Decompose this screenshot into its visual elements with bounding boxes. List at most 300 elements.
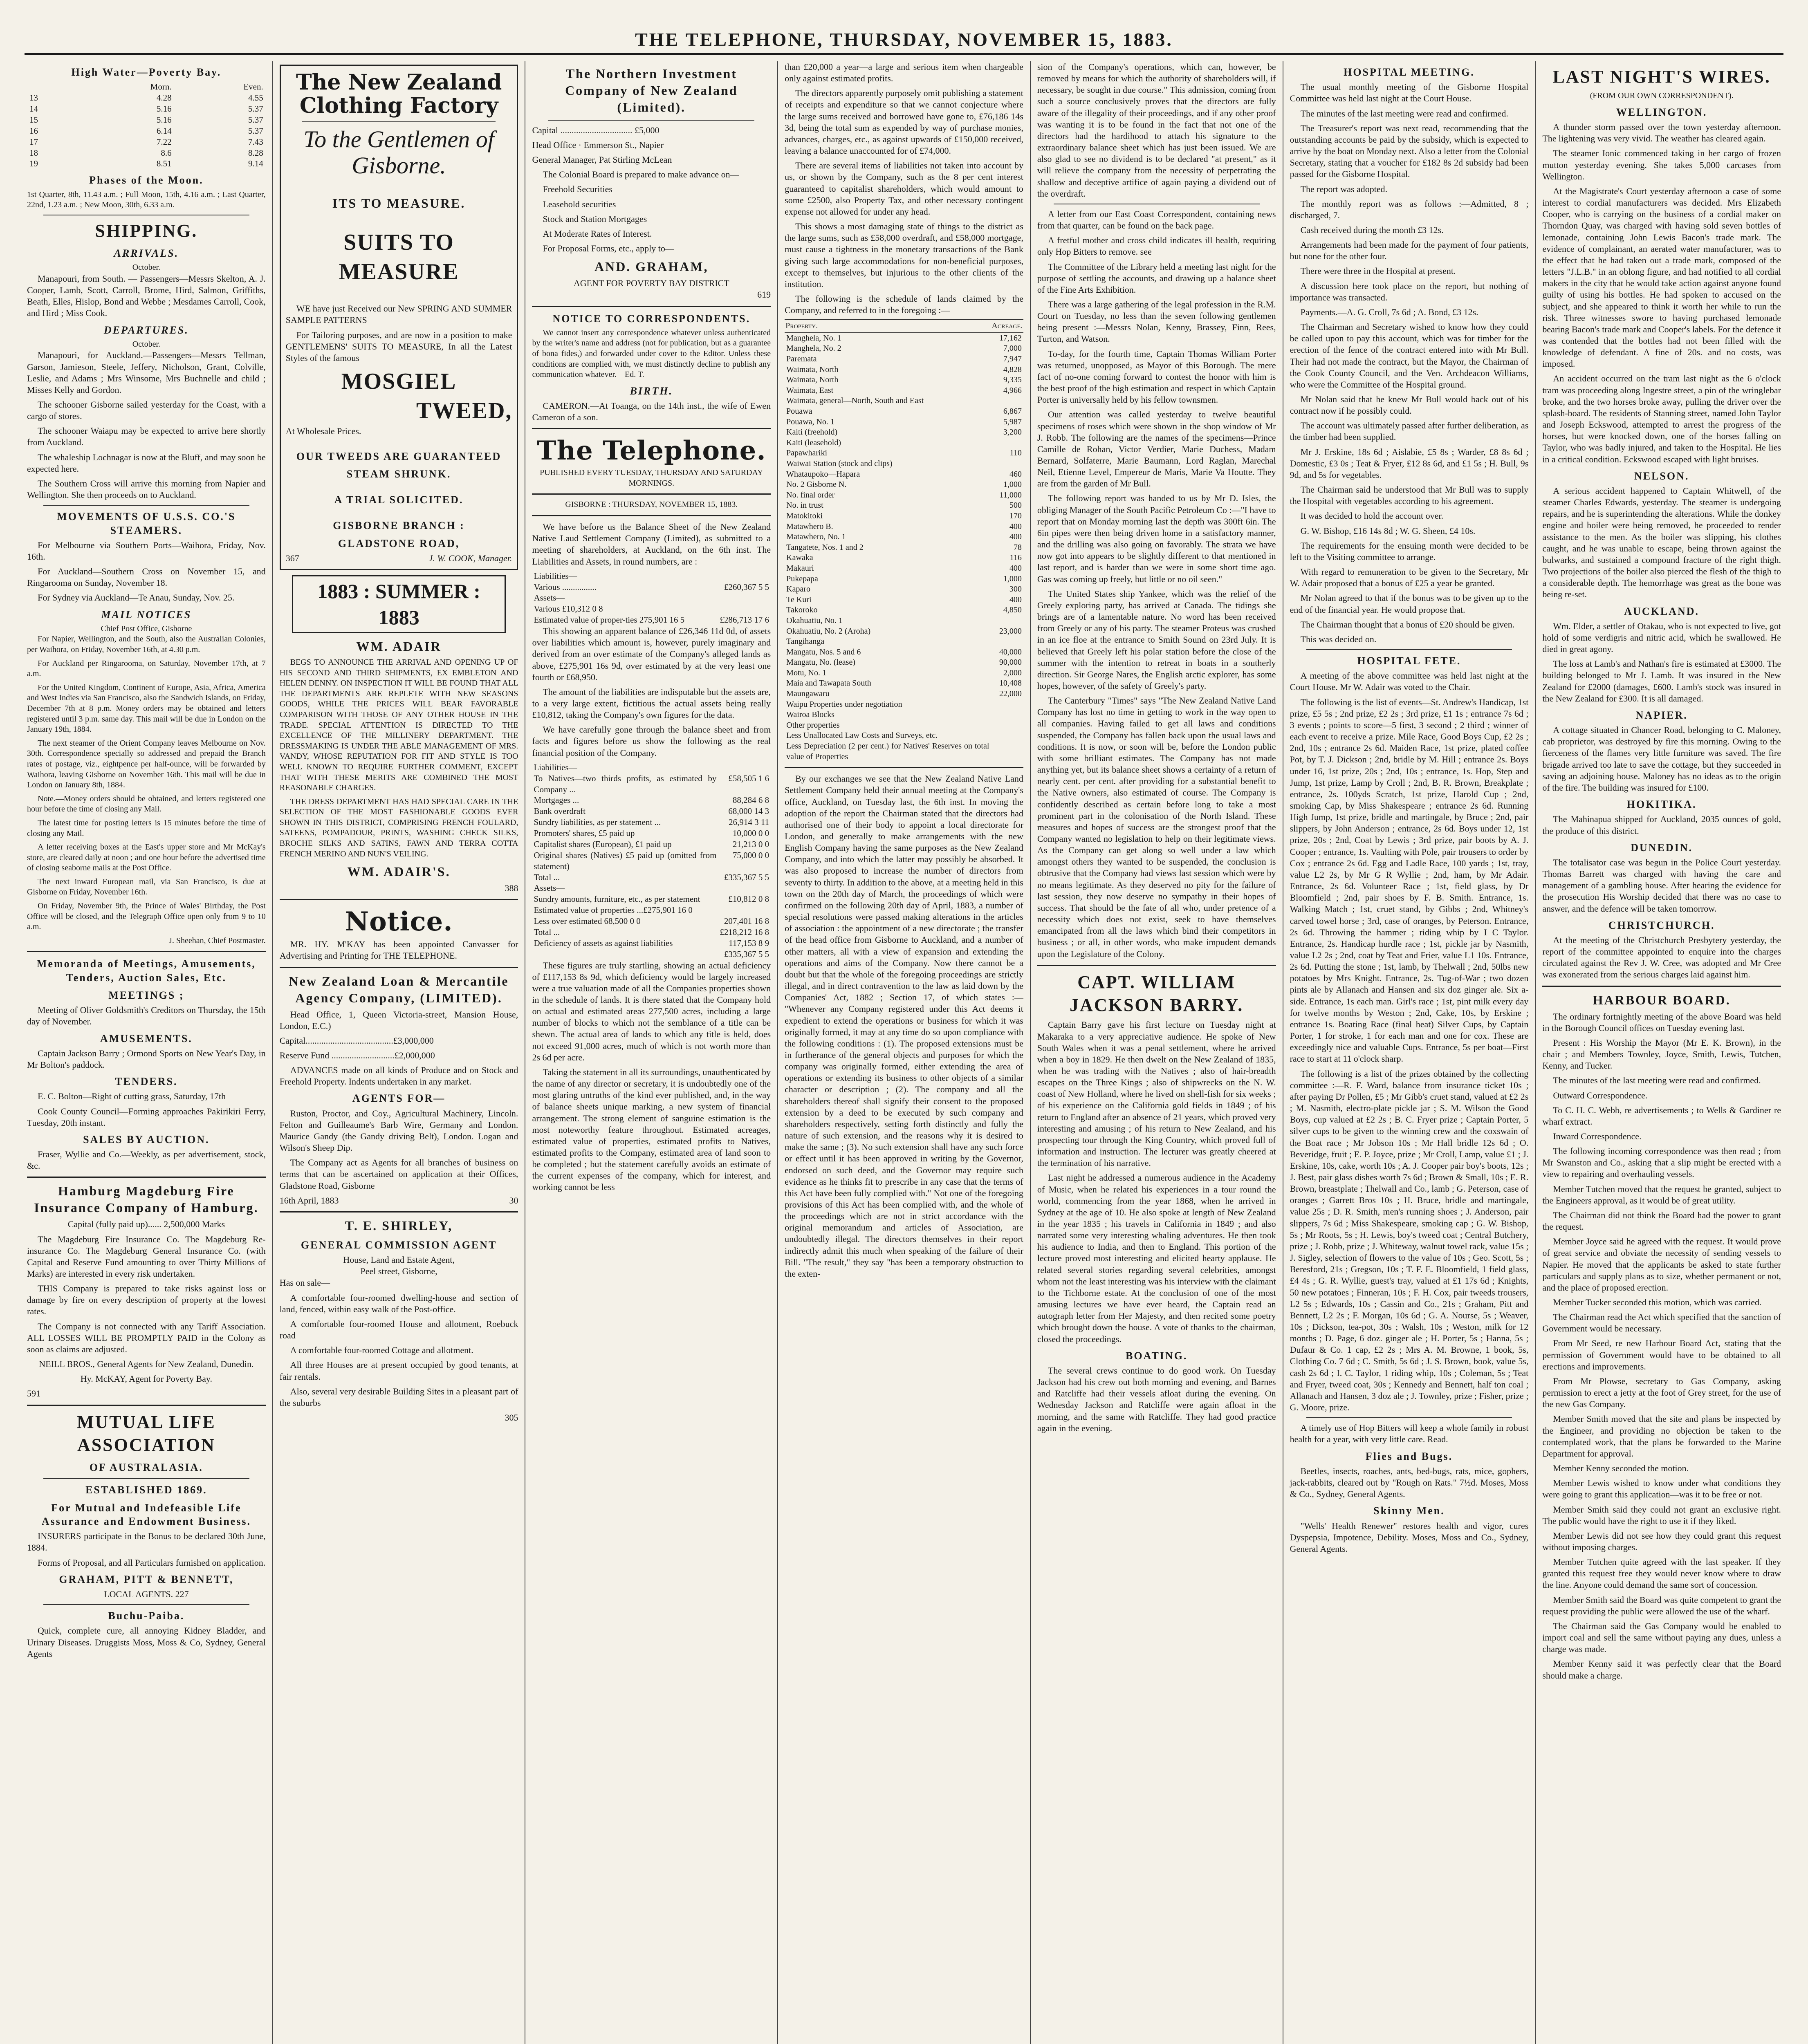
property-row — [785, 657, 1023, 668]
adair-text: BEGS TO ANNOUNCE THE ARRIVAL AND OPENING UP OF HIS SECOND AND THIRD SHIPMENTS, EX EMBLETON AND HELEN DENNY. ON INSPECTION IT WILL BE FOUND THAT ALL THE DEPARTMENTS ARE REPLETE WITH NEW SEASONS GOODS, WHILE THE PRICES WILL BEAR FAVORABLE COMPARISON WITH THOSE OF ANY OTHER HOUSE IN THE TRADE. SPECIAL ATTENTION IS DIRECTED TO THE EXCELLENCE OF THE MILLINERY DEPARTMENT. THE DRESSMAKING IS UNDER THE ABLE MANAGEMENT OF MRS. VANDY, WHOSE REPUTATION FOR FIT AND STYLE IS TOO WELL KNOWN TO REQUIRE FURTHER COMMENT, EXCEPT THAT WITH THESE MERITS ARE COMBINED THE MOST REASONABLE CHARGES. — [279, 657, 518, 793]
finance-amount: £286,713 17 6 — [720, 615, 769, 625]
property-row — [785, 584, 1023, 595]
arrivals-text: Manapouri, from South. — Passengers—Messrs Skelton, A. J. Cooper, Lamb, Scott, Carroll, Brome, Hird, Salmon, Griffiths, Beath, Elles, Hislop, Bond and Webbe ; Mesdames Carroll, Cook, and Hird ; Miss Cook. — [27, 273, 266, 318]
shirley-sub2: House, Land and Estate Agent, — [343, 1255, 455, 1265]
arrivals-title: ARRIVALS. — [114, 247, 179, 260]
property-row — [785, 741, 1023, 762]
ad-text: WE have just Received our New SPRING AND SUMMER SAMPLE PATTERNS — [285, 303, 512, 325]
wire-para: The loss at Lamb's and Nathan's fire is estimated at £3000. The building belonged to Mr J. Lamb. It was insured in the New Zealand for £2000 (damages, £600. Lamb's stock was insured in the New Zealand for £300. It is all damaged. — [1542, 659, 1781, 704]
property-acreage — [991, 741, 1023, 762]
property-name: Matawhero, No. 1 — [786, 532, 846, 542]
property-acreage: 400 — [1009, 563, 1022, 573]
divider — [1037, 965, 1276, 966]
trial: A TRIAL SOLICITED. — [334, 494, 464, 506]
report-para: Arrangements had been made for the payment of four patients, but none for the other four. — [1290, 240, 1529, 262]
property-acreage: 7,947 — [1003, 354, 1022, 364]
finance-row — [532, 883, 771, 894]
tide-cell: 16 — [29, 126, 38, 136]
report-para: Mr J. Erskine, 18s 6d ; Aislabie, £5 8s ; Warder, £8 8s 6d ; Domestic, £3 0s ; Teat & Fryer, £12 8s 6d, and £1 5s ; H. Bull, 9s 9d, and 5s for vegetables. — [1290, 446, 1529, 480]
divider — [1306, 649, 1512, 650]
divider — [43, 1478, 249, 1479]
property-acreage: 3,200 — [1003, 428, 1022, 437]
mutual-text: INSURERS participate in the Bonus to be declared 30th June, 1884. — [27, 1531, 266, 1553]
property-acreage — [991, 720, 1023, 731]
notice-corr-title: NOTICE TO CORRESPONDENTS. — [552, 312, 751, 325]
hamburg-text: The Company is not connected with any Tariff Association. ALL LOSSES WILL BE PROMPTLY PAID in the Colony as soon as claims are adjusted. — [27, 1321, 266, 1354]
property-row — [785, 595, 1023, 605]
ad-number: 619 — [757, 289, 771, 300]
shipping-note: The Southern Cross will arrive this morning from Napier and Wellington. She then proceeds on to Auckland. — [27, 478, 266, 500]
property-name: Manghela, No. 2 — [786, 344, 841, 353]
adairs: WM. ADAIR'S. — [347, 864, 451, 879]
boating-title: BOATING. — [1126, 1349, 1188, 1362]
finance-label: Liabilities— — [534, 571, 577, 581]
property-name: Pouawa, No. 1 — [786, 417, 834, 426]
property-acreage — [991, 459, 1023, 469]
moon-text: 1st Quarter, 8th, 11.43 a.m. ; Full Moon, 15th, 4.16 a.m. ; Last Quarter, 22nd, 1.23 a.m. ; New Moon, 30th, 6.33 a.m. — [27, 190, 266, 210]
hamburg-local: Hy. McKAY, Agent for Poverty Bay. — [80, 1374, 212, 1384]
general-manager: General Manager, Pat Stirling McLean — [532, 155, 672, 165]
finance-label: To Natives—two thirds profits, as estimated by Company ... — [534, 773, 717, 794]
capital: Capital ................................ £5,000 — [532, 125, 659, 135]
property-name: Waimata, North — [786, 365, 839, 374]
property-row — [785, 490, 1023, 501]
northern-title: The Northern Investment Company of New Zealand (Limited). — [565, 66, 738, 114]
property-row — [785, 542, 1023, 553]
finance-row — [532, 773, 771, 795]
article-para: Taking the statement in all its surroundings, unauthenticated by the name of any director or secretary, it is undoubtedly one of the most glaring untruths of the kind ever published, and, in the way of balance sheets unique marking, a new system of financial arrangement. The strong element of sanguine estimation is the most noteworthy feature throughout. Estimated acreages, estimated value of properties, estimated profits to Natives, estimated profits to the Company, estimated area of land soon to be completed ; but the statement carefully avoids an estimate of the current expenses of the company, which for interest, and working cannot be less — [532, 1067, 771, 1192]
wire-para: The steamer Ionic commenced taking in her cargo of frozen mutton yesterday evening. She takes 5,000 carcases from Wellington. — [1542, 148, 1781, 182]
finance-row — [532, 927, 771, 938]
ad-number: 388 — [505, 883, 518, 894]
report-para: The following is the list of events—St. Andrew's Handicap, 1st prize, £5 5s ; 2nd prize, £2 2s ; 3rd prize, £1 1s ; entrance 7s 6d ; 3 events ; points to score—5 first, 3 second ; 2 third ; winner of each event to receive a prize. Mile Race, Good Boys Cup, £2 2s ; 2nd, 10s ; entrance 2s 6d. Maiden Race, 1st prize, plated coffee Pot, by T. J. Dickson ; 2nd, bridle by M. Hill ; entrance 2s. Boys under 16, 1st prize, 20s ; 2nd, 10s ; entrance, 1s. Hop, Step and Jump, 1st prize, Lamp by Croll ; 2nd, B. R. Brown, Breakplate ; entrance, 2s. 100yds Scratch, 1st prize, Harold Cup ; 2nd, smoking Cap, by Miss Shakespeare ; entrance 2s 6d. Running High Jump, 1st prize, bridle and martingale, by Bruce ; 2nd, pair slippers, by John Anderson ; entrance, 2s 6d. Boys under 12, 1st prize, 20s ; 2nd, Coat by Lewis ; 3rd prize, pair boots by A. J. Cooper ; entrance, 1s. Vaulting with Pole, pair trousers to order by Cox ; entrance 2s 6d. Egg and Ladle Race, 100 yards ; 1st, tray, value L2 2s, by Mr G R Wyllie ; 2nd, ham, by Mr Adair. Entrance, 2s 6d. Volunteer Race ; 1st, field glass, by Dr Bloomfield ; 2nd, pair shoes by F. B. Smith. Entrance, 1s. Walking Match ; 1st, cruet stand, by Gibbs ; 2nd, Whitney's carved towel horse ; 3rd, case of oranges, by Peterson. Entrance, 2s 6d. Throwing the hammer ; riding whip by I C Taylor. Entrance, 2s. Handicap hurdle race ; 1st, pickle jar by Nasmith, value L2 2s ; 2nd, coat by Teat and Frier, value L1 10s. Entrance, 2s 6d. Putting the stone ; 1st, lamb, by Thelwall ; 2nd, 50lbs new potatoes by Mrs Knight. Entrance, 2s. Tug-of-War ; two dozen pints ale by Allanach and Hansen and six doz ginger ale. Six a-side. Entrance, 1s each man. Girl's race ; 1st, pint milk every day for twelve months by Weston ; 2nd, Cake, 10s, by Erskine ; entrance 1s. Boating Race (final heat) Silver Cups, by Captain Porter, 1 for stroke, 1 for each man and one for cox. These are exceedingly nice and valuable Cups. Entrance, 5s per boat—First race to start at 11 o'clock sharp. — [1290, 697, 1529, 1064]
property-row — [785, 720, 1023, 731]
property-acreage: 460 — [1009, 469, 1022, 479]
property-row — [785, 668, 1023, 679]
finance-amount — [710, 571, 771, 582]
divider — [532, 306, 771, 307]
property-row — [785, 354, 1023, 365]
ad-title: The New Zealand — [296, 70, 502, 95]
news-para: To-day, for the fourth time, Captain Thomas William Porter was returned, unopposed, as Mayor of this Borough. The mere fact of no-one coming forward to contest the honor with him is the best proof of the high estimation and respect in which Captain Porter is universally held by his fellow townsmen. — [1037, 348, 1276, 405]
departures-month: October. — [132, 339, 161, 349]
skinny-text: "Wells' Health Renewer" restores health and vigor, cures Dyspepsia, Impotence, Debility. Moses, Moss and Co., Sydney, General Agents. — [1290, 1520, 1529, 1554]
property-row — [785, 385, 1023, 396]
property-row — [785, 438, 1023, 448]
property-name: Matokitoki — [786, 511, 823, 520]
wire-place: WELLINGTON. — [1616, 106, 1707, 118]
report-para: The account was ultimately passed after further deliberation, as the timber had been supplied. — [1290, 420, 1529, 442]
column-2 — [273, 61, 526, 2044]
report-para: The monthly report was as follows :—Admitted, 8 ; discharged, 7. — [1290, 198, 1529, 220]
steam-shrunk: STEAM SHRUNK. — [346, 468, 451, 480]
tide-row — [27, 126, 266, 137]
mail-para: For Napier, Wellington, and the South, also the Australian Colonies, per Waihora, on Friday, November 16th, at 4.30 p.m. — [27, 634, 266, 654]
report-para: The Chairman thought that a bonus of £20 should be given. — [1300, 619, 1515, 630]
divider — [1542, 986, 1781, 987]
ad-number: 305 — [505, 1412, 518, 1423]
loan-capital: Capital.......................................£3,000,000 — [279, 1035, 434, 1046]
property-row — [785, 480, 1023, 490]
report-para: Member Tucker seconded this motion, which was carried. — [1553, 1297, 1762, 1307]
report-para: The following is a list of the prizes obtained by the collecting committee :—R. F. Ward, balance from insurance ticket 10s ; after paying Dr Pollen, £5 ; Mr Gibb's cruet stand, valued at £2 2s ; M. Nasmith, electro-plate pickle jar ; S. M. Wilson the Good Boys, cup valued at £2 2s ; B. C. Fryer prize ; Captain Porter, 5 silver cups to be given to the winning crew and the coxswain of the Boat race ; Mr Jobson 10s ; Mr Hall bridle 12s 6d ; O. Beveridge, fruit ; E. P. Joyce, prize ; Mr Croll, Lamp, value £1 ; J. Erskine, 10s, cake, worth 10s ; A. J. Cooper pair boy's boots, 12s ; J. Best, pair glass dishes worth 7s 6d ; Brown & Small, 10s ; E. R. Brown, breastplate ; Thelwall and Co., lamb ; G. Peterson, case of oranges ; Garrett Bros 10s ; H. Bruce, bridle and martingale, value 25s ; D. R. Smith, men's running shoes ; J. Anderson, pair slippers, 7s 6d ; Miss Shakespeare, smoking cap ; G. W. Bishop, 5s ; Mr Roots, 5s ; H. Lewis, boy's tweed coat ; Central Butchery, prize ; J. Robb, prize ; J. Whiteway, walnut towel rack, value 15s ; J. Sigley, selection of flowers to the value of 10s ; Geo. Scott, 5s ; Beresford, 21s ; Gregson, 10s ; T. F. E. Bloomfield, 1 field glass, £4 4s ; G. R. Wyllie, guest's tray, valued at £1 17s 6d ; Knights, 50 new potatoes ; Finneran, 10s ; F. H. Cox, pair tweeds trousers, L2 5s ; Edwards, 10s ; Cassin and Co., 21s ; Graham, Pitt and Bennett, L2 2s ; F. Morgan, 10s 6d ; G. A. Nourse, 5s ; Weaver, 10s ; Dickson, tea-pot, 30s ; Walsh, 10s ; Weston, milk for 12 months ; D. Page, 6 doz. ginger ale ; H. Porter, 5s ; Hanna, 5s ; Dufaur & Co. 1 cap, £2 2s ; Mrs A. M. Browne, 1 book, 5s, Clothing Co. 7 6d ; C. Smith, 5s 6d ; J. S. Brown, book, value 5s, cash 2s 6d ; I. C. Taylor, 1 riding whip, 10s ; Coleman, 5s ; Teat and Fryer, tweed coat, 30s ; Kennedy and Bennett, half ton coal ; Allanach and Hansen, 3 doz ale ; J. Townley, prize ; Fisher, prize ; G. Moore, prize. — [1290, 1068, 1529, 1413]
property-acreage: 400 — [1009, 595, 1022, 604]
news-para: Our attention was called yesterday to twelve beautiful specimens of roses which were shown in the shop window of Mr J. Robb. The following are the names of the specimens—Prince Camille de Rohan, Victor Verdier, Marie Duchess, Madam Bernard, Solfaterre, Marie Baumann, Lord Raglan, Marechal Neil, Etienne Level, Empereur de Maris, Marie Va Houtte. They are from the garden of Mr Bull. — [1037, 409, 1276, 489]
finance-label: Total ... — [534, 872, 560, 882]
finance-amount: 68,000 14 3 — [728, 806, 769, 816]
wire-place: AUCKLAND. — [1624, 605, 1700, 617]
tide-cell: 5.16 — [156, 104, 172, 114]
shirley-item: A comfortable four-roomed Cottage and allotment. — [290, 1345, 473, 1356]
report-para: It was decided to hold the account over. — [1300, 511, 1444, 521]
tide-cell: 19 — [29, 159, 38, 169]
report-para: Member Lewis did not see how they could grant this request without imposing charges. — [1542, 1530, 1781, 1552]
column-7 — [1536, 61, 1788, 2044]
property-name: Te Kuri — [786, 595, 812, 604]
property-name: Makauri — [786, 563, 814, 573]
property-row — [785, 574, 1023, 585]
finance-amount: 26,914 3 11 — [729, 817, 769, 827]
mail-sub: Chief Post Office, Gisborne — [101, 624, 192, 633]
news-para: The following report was handed to us by Mr D. Isles, the obliging Manager of the South Pacific Petroleum Co :—"I have to report that on Monday morning last the depth was 300ft 6in. The 6in pipes were then being driven home in a satisfactory manner, and the drilling was also going on favorably. The strata we have now got into appears to be slightly different to that mentioned in last report, and is harder than we were in some short time ago. Gas was coming up freely, but little or no oil seen." — [1037, 493, 1276, 584]
wire-para: Wm. Elder, a settler of Otakau, who is not expected to live, got hold of some verdigris and nitric acid, which he swallowed. He died in great agony. — [1542, 621, 1781, 654]
report-para: The ordinary fortnightly meeting of the above Board was held in the Borough Council offices on Tuesday evening last. — [1542, 1011, 1781, 1033]
property-row — [785, 553, 1023, 563]
loan-advances: ADVANCES made on all kinds of Produce and on Stock and Freehold Property. Indents undertaken in any market. — [279, 1065, 518, 1087]
head-office: Head Office · Emmerson St., Napier — [532, 140, 664, 150]
finance-table-1 — [532, 571, 771, 625]
finance-label: Assets— — [534, 593, 565, 603]
wire-para: The totalisator case was begun in the Police Court yesterday. Thomas Barrett was charged with having the care and management of a gambling house. After hearing the evidence for the prosecution His Worship decided that there was no case to answer, and the defence will be taken tomorrow. — [1542, 857, 1781, 914]
finance-amount: £218,212 16 8 — [720, 927, 769, 937]
divider — [27, 1405, 266, 1406]
wires-title: LAST NIGHT'S WIRES. — [1552, 67, 1771, 87]
tide-cell: 8.28 — [248, 148, 263, 158]
finance-amount: £58,505 1 6 — [728, 773, 769, 783]
property-name: Maungawaru — [786, 689, 830, 699]
ad-number: 591 — [27, 1388, 40, 1399]
property-row — [785, 616, 1023, 626]
skinny-title: Skinny Men. — [1373, 1505, 1445, 1517]
notice-title: Notice. — [345, 906, 453, 937]
property-acreage: 11,000 — [999, 490, 1022, 500]
tide-cell: 8.6 — [161, 148, 172, 158]
property-acreage: 4,828 — [1003, 365, 1022, 374]
road: GLADSTONE ROAD, — [338, 537, 460, 549]
property-name: Waimata, general—North, South and East — [786, 396, 924, 406]
finance-row — [532, 872, 771, 883]
property-name: Manghela, No. 1 — [786, 333, 841, 343]
tide-row — [27, 114, 266, 126]
tide-cell: 9.14 — [248, 159, 263, 169]
tide-cell: 4.28 — [156, 93, 172, 103]
property-acreage — [991, 710, 1023, 720]
finance-label: Total ... — [534, 927, 560, 937]
article-para: than £20,000 a year—a large and serious item when chargeable only against estimated profits. — [785, 62, 1023, 84]
buchu-title: Buchu-Paiba. — [108, 1610, 185, 1622]
property-name: No. 2 Gisborne N. — [786, 480, 847, 489]
report-para: The Chairman and Secretary wished to know how they could be called upon to pay this account, which was for timber for the erection of the fence of the contract entered into with Mr Bull. Their had not made the contract, but the Mayor, the Chairman of the Cook County Council, and the Ven. Archdeacon Williams, who were the Committee of the Hospital ground. — [1290, 322, 1529, 390]
report-para: Payments.—A. G. Croll, 7s 6d ; A. Bond, £3 12s. — [1300, 307, 1478, 317]
property-row — [785, 522, 1023, 532]
tide-cell: 4.55 — [248, 93, 263, 103]
wholesale: At Wholesale Prices. — [285, 426, 361, 437]
report-para: Mr Nolan agreed to that if the bonus was to be given up to the end of the financial year. He would propose that. — [1290, 593, 1529, 615]
tide-cell: 6.14 — [156, 126, 172, 136]
hop-text: A timely use of Hop Bitters will keep a whole family in robust health for a year, with very little care. Read. — [1290, 1423, 1529, 1445]
report-para: To C. H. C. Webb, re advertisements ; to Wells & Gardiner re wharf extract. — [1542, 1105, 1781, 1127]
mutual-for: For Mutual and Indefeasible Life Assurance and Endowment Business. — [41, 1502, 251, 1527]
property-row — [785, 626, 1023, 637]
mail-para: For Auckland per Ringarooma, on Saturday, November 17th, at 7 a.m. — [27, 659, 266, 679]
finance-amount — [718, 762, 771, 773]
tide-row — [27, 158, 266, 169]
mail-para: The next inward European mail, via San Francisco, is due at Gisborne on Friday, November 16th. — [27, 877, 266, 897]
finance-row — [532, 817, 771, 828]
column-4 — [778, 61, 1031, 2044]
harbour-title: HARBOUR BOARD. — [1593, 992, 1731, 1007]
property-row — [785, 605, 1023, 616]
mutual-local-label: LOCAL AGENTS. — [104, 1589, 173, 1599]
property-row — [785, 343, 1023, 354]
finance-row — [532, 938, 771, 949]
property-acreage: 6,867 — [1003, 407, 1022, 416]
property-name: Kawaka — [786, 553, 813, 563]
amusements-text: Captain Jackson Barry ; Ormond Sports on New Year's Day, in Mr Bolton's paddock. — [27, 1048, 266, 1070]
report-para: G. W. Bishop, £16 14s 8d ; W. G. Sheen, £4 10s. — [1300, 525, 1476, 536]
property-name: Less Unallocated Law Costs and Surveys, etc. — [786, 731, 938, 740]
columns — [20, 61, 1788, 2044]
proposal: For Proposal Forms, etc., apply to— — [543, 243, 674, 254]
property-row — [785, 448, 1023, 459]
ad-number: 30 — [509, 1195, 518, 1206]
divider — [302, 121, 496, 122]
property-row — [785, 417, 1023, 428]
shirley-item: Also, several very desirable Building Sites in a pleasant part of the suburbs — [279, 1386, 518, 1408]
report-para: Member Lewis wished to know under what conditions they were going to grant this application—was it to be free or not. — [1542, 1478, 1781, 1500]
wire-place: HOKITIKA. — [1626, 798, 1697, 811]
property-acreage: 1,000 — [1003, 574, 1022, 583]
property-acreage: 1,000 — [1003, 480, 1022, 489]
clothing-factory-ad — [280, 65, 518, 570]
finance-row — [532, 614, 771, 625]
report-para: Member Smith said the Board was quite competent to grant the request providing the public were allowed the use of the wharf. — [1542, 1594, 1781, 1616]
property-name: Waipu Properties under negotiation — [786, 699, 902, 709]
sales-text: Fraser, Wyllie and Co.—Weekly, as per advertisement, stock, &c. — [27, 1149, 266, 1171]
column-1 — [20, 61, 273, 2044]
property-name: Takoroko — [786, 605, 818, 615]
divider — [280, 899, 518, 900]
hamburg-title: Hamburg Magdeburg Fire Insurance Company of Hamburg. — [34, 1183, 259, 1215]
news-para: A fretful mother and cross child indicates ill health, requiring only Hop Bitters to remove. see — [1037, 235, 1276, 257]
property-row — [785, 375, 1023, 385]
report-para: A discussion here took place on the report, but nothing of importance was transacted. — [1290, 280, 1529, 303]
dateline: GISBORNE : THURSDAY, NOVEMBER 15, 1883. — [565, 500, 738, 509]
finance-row — [532, 894, 771, 905]
report-para: Member Tutchen quite agreed with the last speaker. If they granted this request free they would never know where to draw the line. Anyone could demand the same sort of concession. — [1542, 1557, 1781, 1590]
fete-report — [1290, 670, 1529, 1413]
finance-amount — [710, 592, 771, 603]
report-para: The usual monthly meeting of the Gisborne Hospital Committee was held last night at the Court House. — [1290, 82, 1529, 104]
property-acreage: 4,966 — [1003, 385, 1022, 395]
hamburg-agents: NEILL BROS., General Agents for New Zealand, Dunedin. — [39, 1359, 254, 1369]
sales-title: SALES BY AUCTION. — [83, 1133, 210, 1145]
tide-title: High Water—Poverty Bay. — [71, 66, 222, 78]
fete-title: HOSPITAL FETE. — [1357, 654, 1461, 667]
article-para: This showing an apparent balance of £26,346 11d 0d, of assets over liabilities which amount is, however, purely imaginary and derived from an over estimate of the Company's alleged lands as above, £275,901 16s 9d, over estimated by at the very least one fourth or £68,950. — [532, 626, 771, 682]
property-acreage: 7,000 — [1003, 344, 1022, 353]
property-table — [785, 319, 1023, 762]
finance-label: Promoters' shares, £5 paid up — [534, 828, 635, 838]
tender-item: Cook County Council—Forming approaches Pakirikiri Ferry, Tuesday, 20th instant. — [27, 1106, 266, 1128]
uss-item: For Melbourne via Southern Ports—Waihora, Friday, Nov. 16th. — [27, 540, 266, 562]
and-graham: AND. GRAHAM, — [594, 259, 709, 274]
report-para: There were three in the Hospital at present. — [1300, 266, 1456, 276]
tide-cell: 8.51 — [156, 159, 172, 169]
ad-text: For Tailoring purposes, and are now in a position to make GENTLEMENS' SUITS TO MEASURE, In all the Latest Styles of the famous — [285, 329, 512, 363]
finance-label: Sundry liabilities, as per statement ... — [534, 817, 661, 827]
finance-amount: 117,153 8 9 — [729, 938, 769, 948]
report-para: The Chairman read the Act which specified that the sanction of Government would be necessary. — [1542, 1312, 1781, 1334]
report-para: Mr Nolan said that he knew Mr Bull would back out of his contract now if he possibly could. — [1290, 394, 1529, 416]
finance-row — [532, 795, 771, 806]
finance-label: Sundry amounts, furniture, etc., as per statement — [534, 894, 700, 904]
tide-table — [27, 81, 266, 169]
finance-amount: £10,812 0 8 — [728, 894, 769, 904]
capt-para: Captain Barry gave his first lecture on Tuesday night at Makaraka to a very appreciative audience. He spoke of New South Wales when it was a penal settlement, where he arrived when a boy in 1829. He then dwelt on the New Zealand of 1835, when he was trading with the Natives ; also of hair-breadth escapes on the Three Kings ; also of shipwrecks on the N. W. coast of New Holland, where he lived on shell-fish for six weeks ; of his experience on the California gold fields in 1849 ; of his return to England after an absence of 21 years, which proved very interesting and amusing ; of his return to New Zealand, and his prospecting tour through the King Country, which proved full of information and instruction. The lecturer was greatly cheered at the termination of his narrative. — [1037, 1020, 1276, 1168]
finance-row — [532, 603, 771, 614]
meetings-title: MEETINGS ; — [108, 989, 184, 1001]
report-para: With regard to remuneration to be given to the Secretary, Mr W. Adair proposed that a bonus of £25 a year be granted. — [1290, 567, 1529, 589]
tide-row — [27, 137, 266, 148]
finance-amount: 21,213 0 0 — [732, 839, 769, 849]
hospital-report — [1290, 81, 1529, 645]
finance-amount — [710, 603, 771, 614]
property-name: Papawhariki — [786, 448, 828, 458]
finance-label: Deficiency of assets as against liabilities — [534, 938, 673, 948]
agents-text: Ruston, Proctor, and Coy., Agricultural Machinery, Lincoln. Felton and Guilleaume's Barb Wire, Germany and London. Maurice Gandy (the Gandy driving Belt), London. Logan and Wilson's Sheep Dip. — [279, 1108, 518, 1153]
mail-para: The latest time for posting letters is 15 minutes before the time of closing any Mail. — [27, 818, 266, 838]
finance-label: Various £10,312 0 8 — [534, 604, 603, 614]
report-para: Inward Correspondence. — [1553, 1131, 1642, 1141]
mail-para: The next steamer of the Orient Company leaves Melbourne on Nov. 30th. Correspondence specially so addressed and prepaid the Branch rates of postage, viz., eightpence per half-ounce, will be forwarded by Waihora, leaving Gisborne on November 16th. This mail will be due in London on January 8th, 1884. — [27, 738, 266, 790]
uss-title: MOVEMENTS OF U.S.S. CO.'S STEAMERS. — [57, 511, 236, 536]
property-row — [785, 500, 1023, 511]
security-item: Stock and Station Mortgages — [543, 213, 647, 224]
tweed: TWEED, — [416, 398, 512, 424]
finance-label: Original shares (Natives) £5 paid up (omitted from statement) — [534, 850, 717, 871]
property-name: Pukepapa — [786, 574, 818, 583]
shipping-note: The whaleship Lochnagar is now at the Bluff, and may soon be expected here. — [27, 452, 266, 474]
notice-text: MR. HY. M'KAY has been appointed Canvasser for Advertising and Printing for THE TELEPHONE. — [279, 939, 518, 961]
property-row — [785, 532, 1023, 542]
wire-place: CHRISTCHURCH. — [1608, 919, 1715, 931]
mutual-sub: OF AUSTRALASIA. — [89, 1461, 203, 1474]
property-acreage: 300 — [1009, 585, 1022, 594]
paper-title: The Telephone. — [536, 435, 766, 466]
property-row — [785, 511, 1023, 522]
moon-title: Phases of the Moon. — [89, 174, 204, 186]
finance-row — [532, 582, 771, 593]
wire-para: The Mahinapua shipped for Auckland, 2035 ounces of gold, the produce of this district. — [1542, 814, 1781, 836]
security-item: Freehold Securities — [543, 184, 612, 195]
finance-label: Liabilities— — [534, 762, 577, 772]
amusements-title: AMUSEMENTS. — [100, 1032, 193, 1044]
property-row — [785, 731, 1023, 741]
tide-cell: 5.16 — [156, 114, 172, 125]
finance-row — [532, 762, 771, 773]
property-acreage: 9,335 — [1003, 375, 1022, 385]
property-header: Property. — [785, 320, 991, 333]
security-item: At Moderate Rates of Interest. — [543, 228, 652, 239]
capt-para: Last night he addressed a numerous audience in the Academy of Music, when he related his experiences in a tour round the world, commencing from the year 1868, when he arrived in Sydney at the age of 10. He also spoke at length of New Zealand in the year 1835 ; his travels in California in 1849 ; and also narrated some very interesting whaling adventures. He then took his audience to India, and then to England. This portion of the lecture proved most interesting and elicited hearty applause. He related several stories regarding several celebrities, amongst whom not the least interesting was his interview with the claimant to the Tichborne estate. At the conclusion of one of the most amusing lectures we have ever heard, the Captain read an autograph letter from Her Majesty, and then recited some poetry which brought down the house. A vote of thanks to the chairman, closed the proceedings. — [1037, 1172, 1276, 1344]
masthead: THE TELEPHONE, THURSDAY, NOVEMBER 15, 1883. — [25, 29, 1783, 55]
property-name: Other properties — [786, 720, 840, 730]
divider — [27, 1177, 266, 1178]
property-acreage: 400 — [1009, 522, 1022, 531]
wire-place: NAPIER. — [1635, 709, 1688, 721]
property-acreage: 17,162 — [999, 333, 1022, 343]
property-row — [785, 678, 1023, 689]
finance-row — [532, 828, 771, 839]
branch: GISBORNE BRANCH : — [333, 520, 465, 532]
property-name: Okahuatiu, No. 2 (Aroha) — [786, 626, 871, 636]
memo-title: Memoranda of Meetings, Amusements, Tenders, Auction Sales, Etc. — [36, 958, 256, 984]
report-para: The requirements for the ensuing month were decided to be left to the Visiting committee to arrange. — [1290, 540, 1529, 562]
loan-reserve: Reserve Fund ............................£2,000,000 — [279, 1050, 435, 1060]
departures-title: DEPARTURES. — [103, 324, 189, 336]
finance-label: Assets— — [534, 883, 565, 893]
news-para: There was a large gathering of the legal profession in the R.M. Court on Tuesday, no less than the seven following gentlemen being present :—Messrs Nolan, Kenny, Brassey, Finn, Rees, Turton, and Watson. — [1037, 299, 1276, 344]
property-acreage: 22,000 — [999, 689, 1022, 699]
tide-header: Morn. — [150, 82, 172, 92]
mutual-local — [27, 1589, 266, 1600]
mutual-title: MUTUAL LIFE ASSOCIATION — [76, 1412, 216, 1455]
report-para: Member Smith said they could not grant an exclusive right. The public would have the right to use it if they liked. — [1542, 1504, 1781, 1526]
report-para: From Mr Seed, re new Harbour Board Act, stating that the permission of Government would have to be obtained to all erections and improvements. — [1542, 1338, 1781, 1372]
news-para: A letter from our East Coast Correspondent, containing news from that quarter, can be found on the back page. — [1037, 208, 1276, 231]
property-name: Waimata, North — [786, 375, 839, 385]
finance-row — [532, 571, 771, 582]
shirley-title: T. E. SHIRLEY, — [345, 1218, 453, 1233]
divider — [532, 428, 771, 429]
mutual-est: ESTABLISHED 1869. — [85, 1484, 207, 1496]
hamburg-text: The Magdeburg Fire Insurance Co. The Magdeburg Re-insurance Co. The Magdeburg General Insurance Co. (with Capital and Reserve Fund amounting to over Thirty Millions of Marks) are interested in every risk undertaken. — [27, 1234, 266, 1279]
article-para: The following is the schedule of lands claimed by the Company, and referred to in the foregoing :— — [785, 293, 1023, 316]
property-name: Motu, No. 1 — [786, 668, 826, 677]
finance-label — [532, 949, 718, 960]
report-para: Member Smith moved that the site and plans be inspected by the Engineer, and providing no objection be taken to the contemplated work, that the plans be forwarded to the Marine Department for approval. — [1542, 1414, 1781, 1459]
tide-cell: 7.43 — [248, 137, 263, 147]
report-para: Present : His Worship the Mayor (Mr E. K. Brown), in the chair ; and Members Townley, Joyce, Smith, Lewis, Tutchen, Kenny, and Tucker. — [1542, 1037, 1781, 1071]
article-para: This shows a most damaging state of things to the district as the large sums, such as £58,000 overdraft, and £58,000 mortgage, must cause a tightness in the monetary transactions of the Bank giving such large accommodations for non-beneficial purposes, except to themselves, but injurious to the other clients of the institution. — [785, 221, 1023, 289]
property-acreage: 78 — [1013, 542, 1022, 552]
finance-row — [532, 592, 771, 603]
finance-row — [532, 806, 771, 817]
finance-label: Bank overdraft — [534, 806, 585, 816]
mail-para: Note.—Money orders should be obtained, and letters registered one hour before the time of closing any Mail. — [27, 794, 266, 814]
ad-script: Gisborne. — [352, 152, 446, 179]
property-name: Whataupoko—Hapara — [786, 469, 860, 479]
property-name: Matawhero B. — [786, 522, 833, 531]
finance-row — [532, 905, 771, 916]
article-para: There are several items of liabilities not taken into account by us, or shown by the Company, such as the 8 per cent interest guaranteed to capitalist shareholders, which would amount to some £2500, also Property Tax, and other necessary contingent expense not allowed for under any head. — [785, 160, 1023, 217]
property-name: Kaparo — [786, 585, 811, 594]
agents-footer — [280, 1195, 518, 1206]
property-acreage: 110 — [1009, 448, 1022, 458]
its-to-measure: ITS TO MEASURE. — [332, 195, 466, 211]
report-para: The Chairman said he understood that Mr Bull was to supply the Hospital with vegetables according to his agreement. — [1290, 484, 1529, 507]
